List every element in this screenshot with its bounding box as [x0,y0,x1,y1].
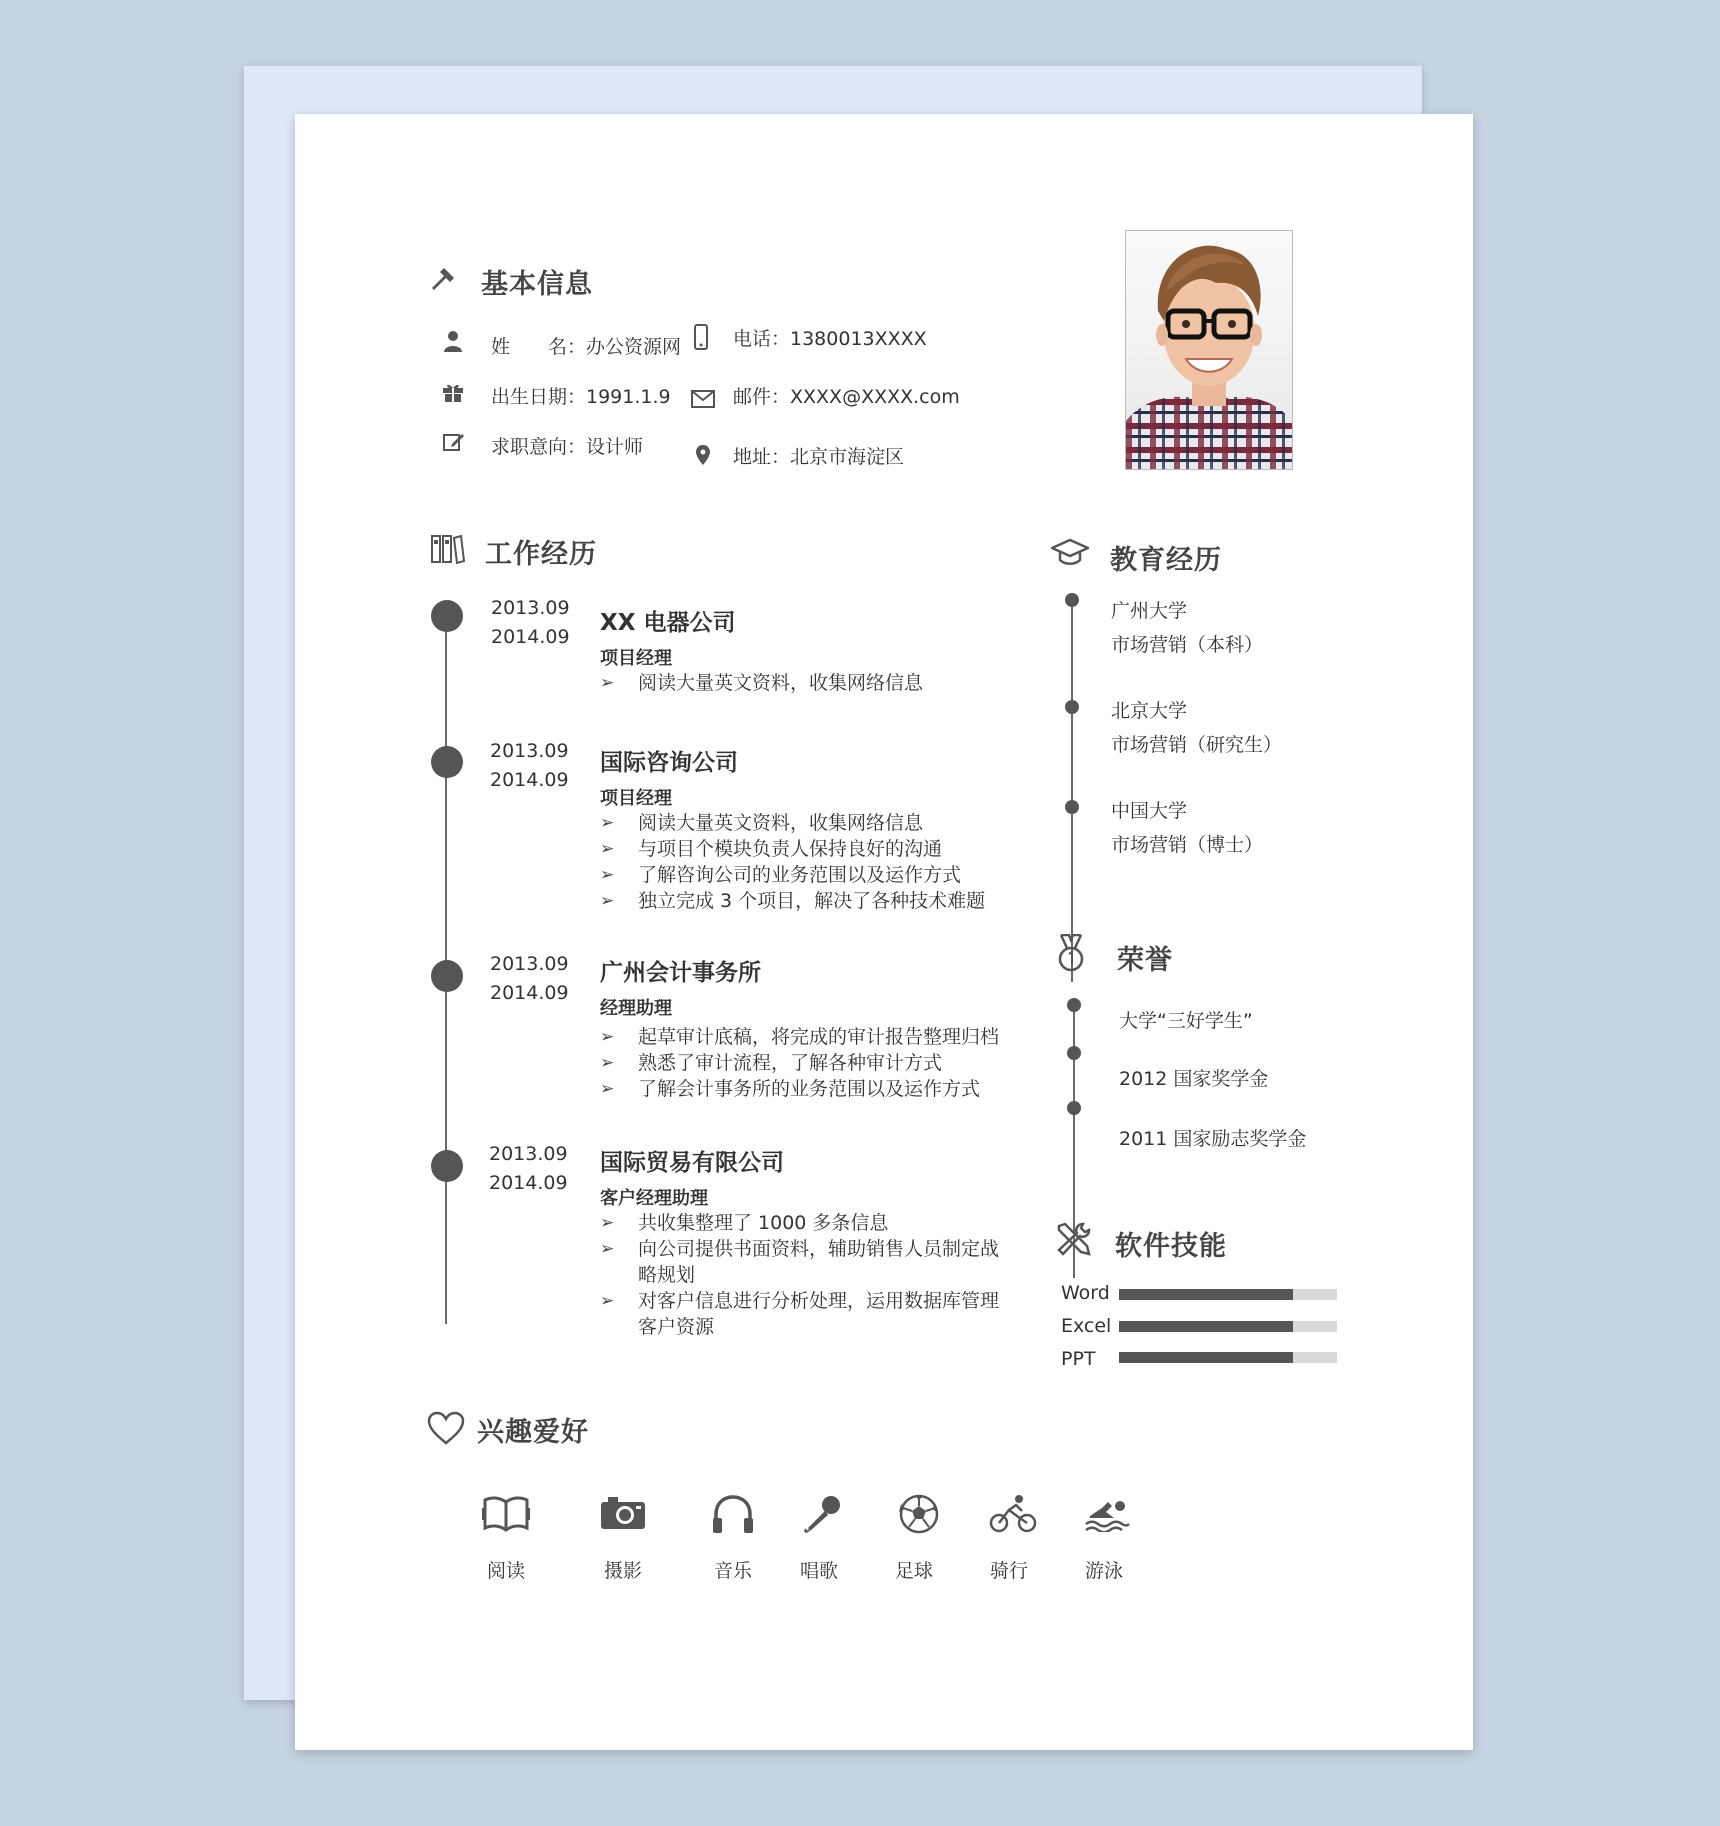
job-role: 项目经理 [600,788,672,809]
education-title: 教育经历 [1110,545,1222,576]
duty-item: ➢ 与项目个模块负责人保持良好的沟通 [600,836,1020,862]
education-timeline-dot [1065,800,1079,814]
duty-item: ➢ 共收集整理了 1000 多条信息 [600,1210,1010,1236]
work-end-date: 2014.09 [489,1172,568,1194]
education-timeline-line [1071,602,1073,982]
education-timeline-dot [1065,700,1079,714]
gift-icon [442,382,464,402]
hobbies-title: 兴趣爱好 [477,1417,589,1448]
name-field: 姓 名：办公资源网 [491,336,682,358]
work-end-date: 2014.09 [490,982,569,1004]
mobile-phone-icon [694,324,708,350]
envelope-icon [691,390,715,408]
duty-item: ➢ 对客户信息进行分析处理，运用数据库管理客户资源 [600,1288,1010,1340]
hobby-label: 足球 [894,1560,933,1582]
profile-photo [1125,230,1293,470]
birth-date-field: 出生日期：1991.1.9 [491,386,671,408]
swimming-icon [1084,1496,1130,1532]
duty-item: ➢ 阅读大量英文资料，收集网络信息 [600,810,1020,836]
honors-timeline-dot [1067,1101,1081,1115]
work-start-date: 2013.09 [489,1143,568,1165]
school-name: 北京大学 [1111,700,1188,722]
medal-icon [1057,934,1085,972]
hammer-icon [429,264,459,294]
work-timeline-dot [431,960,463,992]
honors-timeline-dot [1067,1046,1081,1060]
skill-bar-track [1119,1352,1337,1363]
email-field: 邮件：XXXX@XXXX.com [733,386,960,408]
major-name: 市场营销（本科） [1111,634,1264,656]
work-end-date: 2014.09 [491,626,570,648]
graduation-cap-icon [1051,538,1089,566]
honors-title: 荣誉 [1117,945,1173,976]
hobby-label: 唱歌 [799,1560,838,1582]
skill-bar-fill [1119,1352,1293,1363]
person-icon [443,330,463,352]
headphones-icon [711,1494,755,1534]
location-pin-icon [695,444,711,466]
duty-item: ➢ 熟悉了审计流程，了解各种审计方式 [600,1050,1020,1076]
job-role: 项目经理 [600,648,672,669]
duty-item: ➢ 了解咨询公司的业务范围以及运作方式 [600,862,1020,888]
honors-timeline-dot [1067,998,1081,1012]
binders-icon [431,534,465,564]
company-name: 广州会计事务所 [600,960,761,986]
honor-item: 2011 国家励志奖学金 [1119,1128,1307,1150]
duty-list [600,1210,1010,1340]
bicycle-icon [989,1494,1037,1534]
hobby-label: 摄影 [603,1560,642,1582]
hobby-label: 音乐 [713,1560,752,1582]
work-timeline-dot [431,1150,463,1182]
school-name: 中国大学 [1111,800,1188,822]
duty-list [600,670,1020,696]
major-name: 市场营销（博士） [1111,834,1264,856]
work-timeline-dot [431,746,463,778]
job-role: 客户经理助理 [600,1188,708,1209]
skill-bar-track [1119,1289,1337,1300]
work-start-date: 2013.09 [490,953,569,975]
job-role: 经理助理 [600,998,672,1019]
major-name: 市场营销（研究生） [1111,734,1283,756]
honor-item: 2012 国家奖学金 [1119,1068,1269,1090]
phone-field: 电话：1380013XXXX [733,328,927,350]
microphone-icon [804,1494,842,1534]
skill-name: PPT [1061,1348,1096,1370]
duty-list [600,810,1020,914]
work-start-date: 2013.09 [491,597,570,619]
heart-icon [427,1411,465,1445]
work-timeline-dot [431,600,463,632]
skill-bar-track [1119,1321,1337,1332]
basic-info-title: 基本信息 [481,269,593,300]
school-name: 广州大学 [1111,600,1188,622]
duty-item: ➢ 起草审计底稿，将完成的审计报告整理归档 [600,1024,1020,1050]
duty-item: ➢ 向公司提供书面资料，辅助销售人员制定战略规划 [600,1236,1010,1288]
company-name: 国际咨询公司 [600,750,738,776]
resume-page [295,114,1473,1750]
company-name: XX 电器公司 [600,610,736,636]
tools-icon [1055,1222,1091,1258]
work-end-date: 2014.09 [490,769,569,791]
work-experience-title: 工作经历 [485,539,597,570]
work-start-date: 2013.09 [490,740,569,762]
address-field: 地址：北京市海淀区 [733,446,905,468]
education-timeline-dot [1065,593,1079,607]
skills-title: 软件技能 [1115,1231,1227,1262]
duty-item: ➢ 了解会计事务所的业务范围以及运作方式 [600,1076,1020,1102]
edit-icon [443,432,465,452]
skill-bar-fill [1119,1289,1293,1300]
soccer-ball-icon [899,1494,939,1534]
camera-icon [600,1494,646,1530]
duty-list [600,1024,1020,1102]
duty-item: ➢ 阅读大量英文资料，收集网络信息 [600,670,1020,696]
skill-name: Excel [1061,1315,1112,1337]
hobby-label: 游泳 [1084,1560,1123,1582]
skill-bar-fill [1119,1321,1293,1332]
skill-name: Word [1061,1282,1110,1304]
job-intent-field: 求职意向：设计师 [491,436,644,458]
honor-item: 大学“三好学生” [1119,1010,1253,1032]
hobby-label: 阅读 [486,1560,525,1582]
company-name: 国际贸易有限公司 [600,1150,784,1176]
hobby-label: 骑行 [989,1560,1028,1582]
book-icon [481,1494,531,1534]
duty-item: ➢ 独立完成 3 个项目，解决了各种技术难题 [600,888,1020,914]
